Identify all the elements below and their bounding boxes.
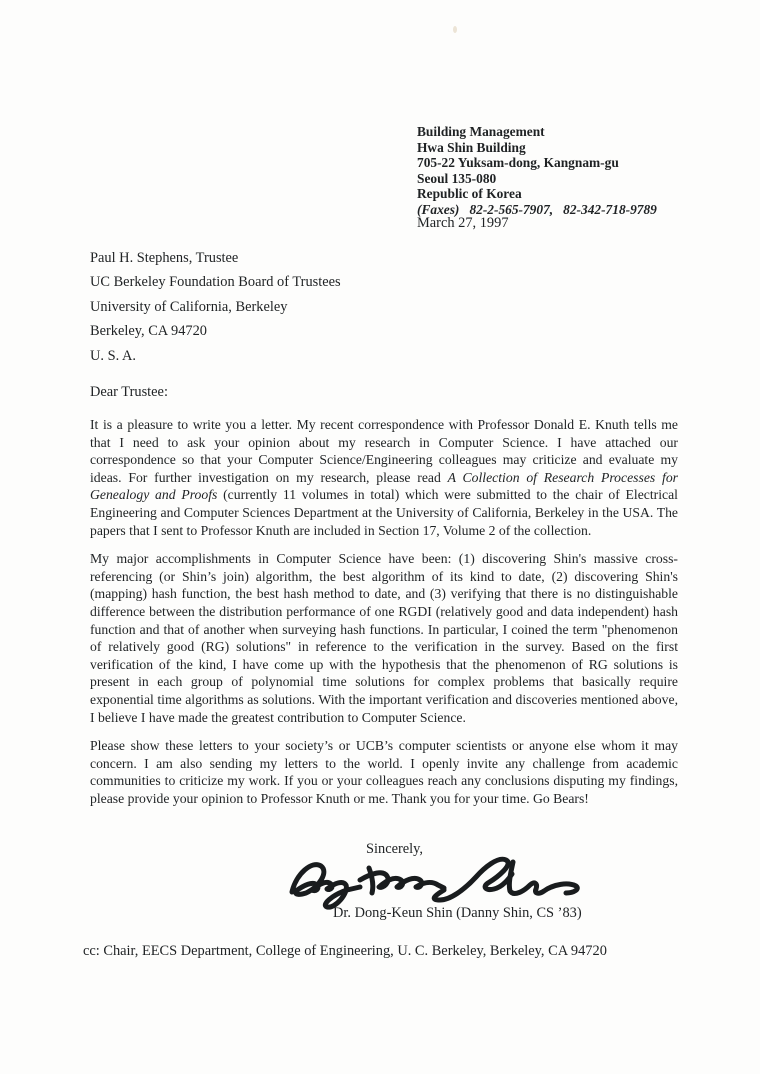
sender-line-city: Seoul 135-080: [417, 170, 497, 186]
sender-line-country: Republic of Korea: [417, 186, 522, 202]
sender-line-organization: Building Management: [417, 124, 545, 139]
recipient-organization: UC Berkeley Foundation Board of Trustees: [90, 274, 341, 291]
letter-date: March 27, 1997: [417, 215, 509, 231]
recipient-address-block: [90, 246, 341, 368]
body-paragraph-2: [90, 550, 678, 726]
paragraph-text: It is a pleasure to write you a letter. My recent correspondence with Professor Donald E. Knuth tells me that I need to ask your opinion about my research in Computer Science. I have attached our correspondence so that your Computer Science/Engineering colleagues may criticize and evaluate my ideas. For further investigation on my research, please read: [90, 417, 678, 485]
scan-artifact: [453, 26, 457, 33]
valediction: Sincerely,: [366, 841, 424, 857]
salutation: Dear Trustee:: [90, 384, 168, 400]
body-paragraph-3: [90, 737, 678, 807]
italic-book-title: A Collection of Research Processes for Genealogy and Proofs: [90, 469, 678, 503]
sender-line-street: 705-22 Yuksam-dong, Kangnam-gu: [417, 155, 619, 171]
sender-line-building: Hwa Shin Building: [417, 139, 526, 155]
sender-address-block: [417, 124, 657, 218]
paragraph-text: (currently 11 volumes in total) which were submitted to the chair of Electrical Engineering and Computer Sciences Department at the University of California, Berkeley in the USA. The papers that I sent to Professor Knuth are included in Section 17, Volume 2 of the collection.: [90, 487, 678, 538]
sender-fax-line: (Faxes) 82-2-565-7907, 82-342-718-9789: [417, 201, 657, 217]
signed-name: Dr. Dong-Keun Shin (Danny Shin, CS ’83): [333, 905, 582, 921]
letter-body: [90, 416, 678, 818]
recipient-city: Berkeley, CA 94720: [90, 323, 207, 340]
recipient-institution: University of California, Berkeley: [90, 298, 288, 315]
cc-line: cc: Chair, EECS Department, College of Engineering, U. C. Berkeley, Berkeley, CA 94720: [83, 943, 607, 959]
body-paragraph-1: [90, 416, 678, 539]
recipient-country: U. S. A.: [90, 347, 136, 364]
handwritten-signature-icon: [283, 849, 585, 913]
paragraph-text: My major accomplishments in Computer Science have been: (1) discovering Shin's massive cross-referencing (or Shin’s join) algorithm, the best algorithm of its kind to date, (2) discovering Shin's (mapping) hash function, the best hash method to date, and (3) verifying that there is no distinguishable difference between the distribution performance of one RGDI (relatively good and data independent) hash function and that of another when surveying hash functions. In particular, I coined the term "phenomenon of relatively good (RG) solutions" in reference to the verification in the survey. Based on the first verification of the kind, I have come up with the hypothesis that the phenomenon of RG solutions is present in each group of polynomial time solutions for complex problems that basically require exponential time algorithms as solutions. With the important verification and discoveries mentioned above, I believe I have made the greatest contribution to Computer Science.: [90, 551, 678, 725]
paragraph-text: Please show these letters to your society’s or UCB’s computer scientists or anyone else whom it may concern. I am also sending my letters to the world. I openly invite any challenge from academic communities to criticize my work. If you or your colleagues reach any conclusions disputing my findings, please provide your opinion to Professor Knuth or me. Thank you for your time. Go Bears!: [90, 738, 678, 806]
recipient-name: Paul H. Stephens, Trustee: [90, 250, 239, 266]
